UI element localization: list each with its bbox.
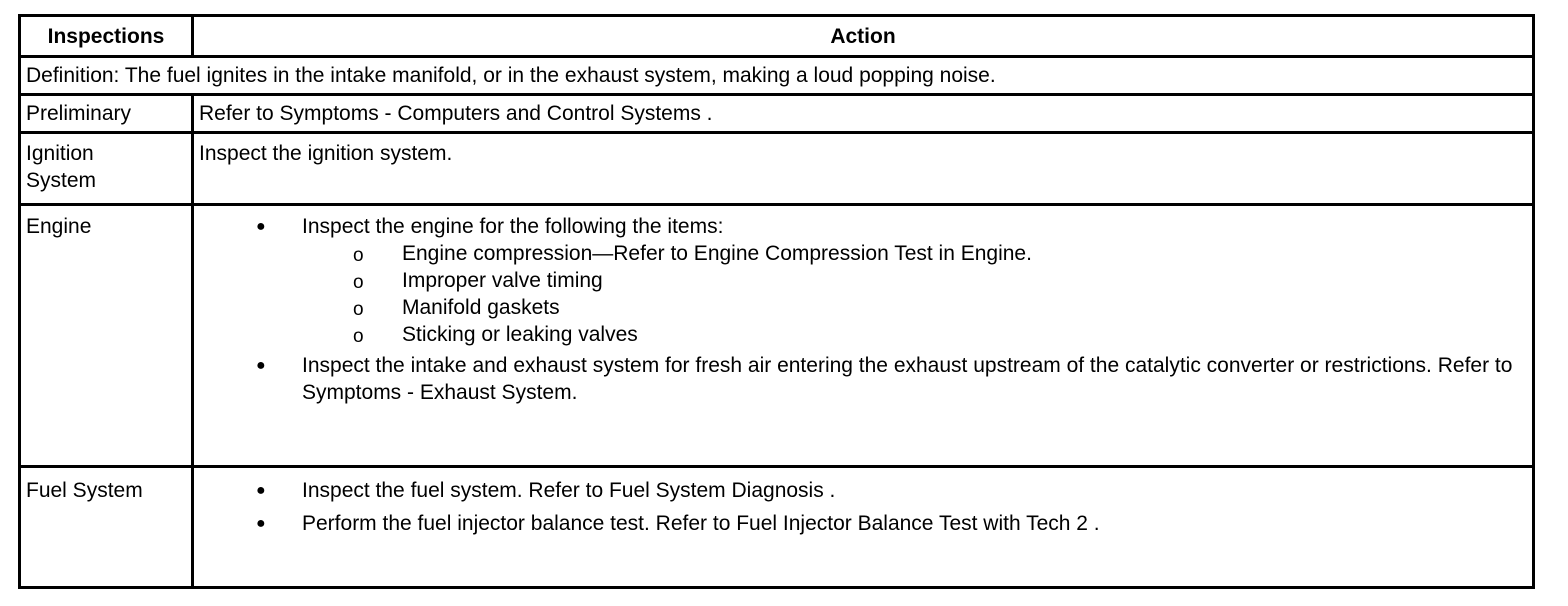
list-item [199, 213, 1532, 348]
bullet-icon: ● [256, 357, 266, 374]
sub-item-text: Sticking or leaking valves [402, 323, 638, 346]
ignition-action: Inspect the ignition system. [193, 133, 1534, 205]
circle-bullet-icon: o [353, 326, 364, 347]
circle-bullet-icon: o [353, 245, 364, 266]
list-item [302, 240, 1522, 267]
bullet-icon: ● [256, 482, 266, 499]
engine-sub-list [302, 240, 1522, 348]
header-inspections: Inspections [20, 16, 193, 57]
preliminary-row [20, 95, 1534, 133]
bullet-icon: ● [256, 515, 266, 532]
ignition-label-line1: Ignition [26, 142, 94, 165]
ignition-label-line2: System [26, 169, 97, 192]
definition-row [20, 57, 1534, 95]
engine-bullet-list [199, 213, 1532, 406]
fuel-system-action [193, 467, 1534, 588]
engine-item-2-text: Inspect the intake and exhaust system for fresh air entering the exhaust upstream of the catalytic converter or restrictions. Refer to Symptoms - Exhaust System. [302, 354, 1513, 404]
sub-item-text: Engine compression—Refer to Engine Compression Test in Engine. [402, 242, 1032, 265]
diagnostic-table [18, 14, 1535, 589]
list-item [302, 267, 1522, 294]
fuel-bullet-list [199, 477, 1532, 537]
sub-item-text: Improper valve timing [402, 269, 603, 292]
header-action: Action [193, 16, 1534, 57]
ignition-label [20, 133, 193, 205]
list-item [199, 510, 1532, 537]
header-row [20, 16, 1534, 57]
definition-text: Definition: The fuel ignites in the intake manifold, or in the exhaust system, making a loud popping noise. [20, 57, 1534, 95]
list-item [199, 477, 1532, 504]
preliminary-action: Refer to Symptoms - Computers and Control Systems . [193, 95, 1534, 133]
sub-item-text: Manifold gaskets [402, 296, 560, 319]
engine-row [20, 205, 1534, 467]
engine-action [193, 205, 1534, 467]
preliminary-label: Preliminary [20, 95, 193, 133]
bullet-icon: ● [256, 218, 266, 235]
circle-bullet-icon: o [353, 272, 364, 293]
fuel-item-text: Inspect the fuel system. Refer to Fuel System Diagnosis . [302, 479, 836, 502]
ignition-row [20, 133, 1534, 205]
list-item [199, 352, 1532, 406]
engine-label: Engine [20, 205, 193, 467]
fuel-system-label: Fuel System [20, 467, 193, 588]
list-item [302, 321, 1522, 348]
list-item [302, 294, 1522, 321]
fuel-item-text: Perform the fuel injector balance test. Refer to Fuel Injector Balance Test with Tech 2 . [302, 512, 1100, 535]
circle-bullet-icon: o [353, 299, 364, 320]
fuel-system-row [20, 467, 1534, 588]
engine-item-1-text: Inspect the engine for the following the items: [302, 215, 724, 238]
